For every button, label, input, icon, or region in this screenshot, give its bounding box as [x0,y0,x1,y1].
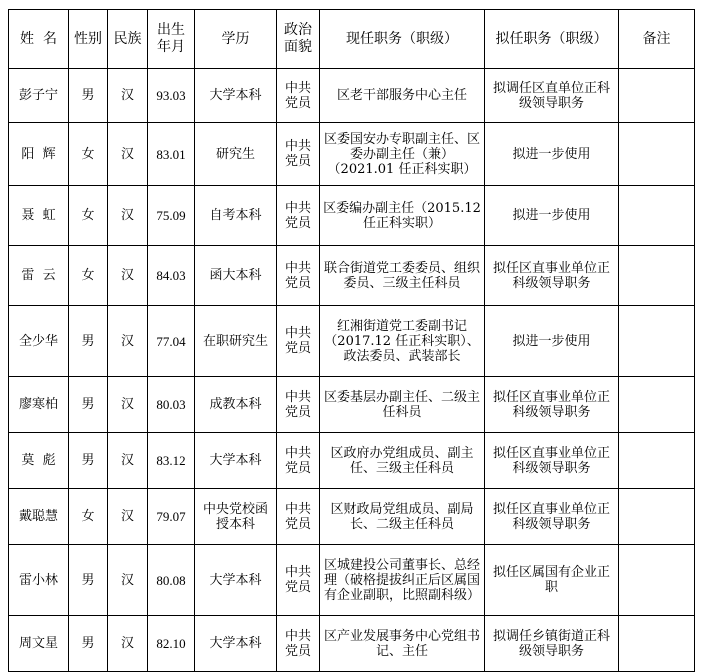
cell-birth: 83.01 [148,123,195,186]
cell-ethnicity: 汉 [108,186,148,246]
cell-proposed-position: 拟调任乡镇街道正科级领导职务 [485,616,619,672]
header-gender: 性别 [69,10,108,69]
cell-gender: 男 [69,377,108,433]
cell-ethnicity: 汉 [108,545,148,616]
cell-proposed-position: 拟任区直事业单位正科级领导职务 [485,246,619,306]
header-remarks: 备注 [619,10,695,69]
cell-birth: 80.03 [148,377,195,433]
cell-name: 阳 辉 [9,123,69,186]
cell-birth: 84.03 [148,246,195,306]
cell-current-position: 区委国安办专职副主任、区委办副主任（兼）（2021.01 任正科实职） [320,123,485,186]
cell-education: 成教本科 [195,377,277,433]
header-education: 学历 [195,10,277,69]
cell-name: 彭子宁 [9,69,69,123]
cell-ethnicity: 汉 [108,489,148,545]
cell-political: 中共党员 [277,246,320,306]
cell-ethnicity: 汉 [108,377,148,433]
header-ethnicity: 民族 [108,10,148,69]
table-row [9,186,695,246]
cell-current-position: 红湘街道党工委副书记（2017.12 任正科实职）、政法委员、武装部长 [320,306,485,377]
cell-current-position: 区老干部服务中心主任 [320,69,485,123]
cell-gender: 女 [69,186,108,246]
cell-education: 大学本科 [195,616,277,672]
cell-name: 莫 彪 [9,433,69,489]
cell-political: 中共党员 [277,616,320,672]
cell-current-position: 区财政局党组成员、副局长、二级主任科员 [320,489,485,545]
cell-remarks [619,489,695,545]
cell-gender: 男 [69,616,108,672]
cell-current-position: 区城建投公司董事长、总经理（破格提拔纠正后区属国有企业副职，比照副科级） [320,545,485,616]
cell-political: 中共党员 [277,123,320,186]
cell-gender: 女 [69,489,108,545]
cell-ethnicity: 汉 [108,616,148,672]
cell-political: 中共党员 [277,545,320,616]
cell-education: 函大本科 [195,246,277,306]
cell-proposed-position: 拟任区直事业单位正科级领导职务 [485,377,619,433]
cell-proposed-position: 拟调任区直单位正科级领导职务 [485,69,619,123]
cell-ethnicity: 汉 [108,246,148,306]
cadre-roster-table [8,9,695,672]
cell-ethnicity: 汉 [108,123,148,186]
cell-political: 中共党员 [277,489,320,545]
cell-remarks [619,616,695,672]
cell-gender: 男 [69,306,108,377]
cell-remarks [619,433,695,489]
header-name: 姓 名 [9,10,69,69]
cell-birth: 77.04 [148,306,195,377]
cell-ethnicity: 汉 [108,306,148,377]
header-current-position: 现任职务（职级） [320,10,485,69]
header-political: 政治面貌 [277,10,320,69]
table-header-row [9,10,695,69]
cell-ethnicity: 汉 [108,69,148,123]
cell-political: 中共党员 [277,306,320,377]
cell-gender: 女 [69,123,108,186]
cell-remarks [619,306,695,377]
table-row [9,545,695,616]
cell-gender: 男 [69,433,108,489]
cell-proposed-position: 拟进一步使用 [485,123,619,186]
header-proposed-position: 拟任职务（职级） [485,10,619,69]
cell-gender: 男 [69,69,108,123]
cell-education: 研究生 [195,123,277,186]
cell-name: 全少华 [9,306,69,377]
table-row [9,306,695,377]
cell-gender: 男 [69,545,108,616]
cell-birth: 82.10 [148,616,195,672]
table-row [9,433,695,489]
table-row [9,489,695,545]
cell-current-position: 区政府办党组成员、副主任、三级主任科员 [320,433,485,489]
cell-proposed-position: 拟任区直事业单位正科级领导职务 [485,433,619,489]
cell-proposed-position: 拟进一步使用 [485,186,619,246]
cell-gender: 女 [69,246,108,306]
cell-proposed-position: 拟进一步使用 [485,306,619,377]
header-birth: 出生年月 [148,10,195,69]
cell-name: 雷 云 [9,246,69,306]
cell-name: 戴聪慧 [9,489,69,545]
cell-birth: 80.08 [148,545,195,616]
cell-education: 中央党校函授本科 [195,489,277,545]
cell-remarks [619,69,695,123]
table-row [9,246,695,306]
cell-current-position: 区产业发展事务中心党组书记、主任 [320,616,485,672]
cell-education: 大学本科 [195,69,277,123]
cell-remarks [619,186,695,246]
cell-education: 在职研究生 [195,306,277,377]
table-row [9,377,695,433]
cell-political: 中共党员 [277,377,320,433]
cell-political: 中共党员 [277,186,320,246]
cell-name: 廖寒柏 [9,377,69,433]
cell-remarks [619,545,695,616]
cell-birth: 79.07 [148,489,195,545]
cell-name: 雷小林 [9,545,69,616]
table-row [9,123,695,186]
cell-current-position: 区委编办副主任（2015.12 任正科实职） [320,186,485,246]
table-body [9,69,695,672]
cell-name: 周文星 [9,616,69,672]
cell-education: 大学本科 [195,545,277,616]
cell-birth: 75.09 [148,186,195,246]
cell-proposed-position: 拟任区属国有企业正职 [485,545,619,616]
cell-education: 自考本科 [195,186,277,246]
cell-proposed-position: 拟任区直事业单位正科级领导职务 [485,489,619,545]
cell-current-position: 联合街道党工委委员、组织委员、三级主任科员 [320,246,485,306]
cell-education: 大学本科 [195,433,277,489]
cell-ethnicity: 汉 [108,433,148,489]
cell-birth: 93.03 [148,69,195,123]
cell-birth: 83.12 [148,433,195,489]
cell-remarks [619,246,695,306]
table-row [9,69,695,123]
cell-political: 中共党员 [277,69,320,123]
cell-current-position: 区委基层办副主任、二级主任科员 [320,377,485,433]
cell-political: 中共党员 [277,433,320,489]
cell-remarks [619,377,695,433]
cell-name: 聂 虹 [9,186,69,246]
table-row [9,616,695,672]
cell-remarks [619,123,695,186]
